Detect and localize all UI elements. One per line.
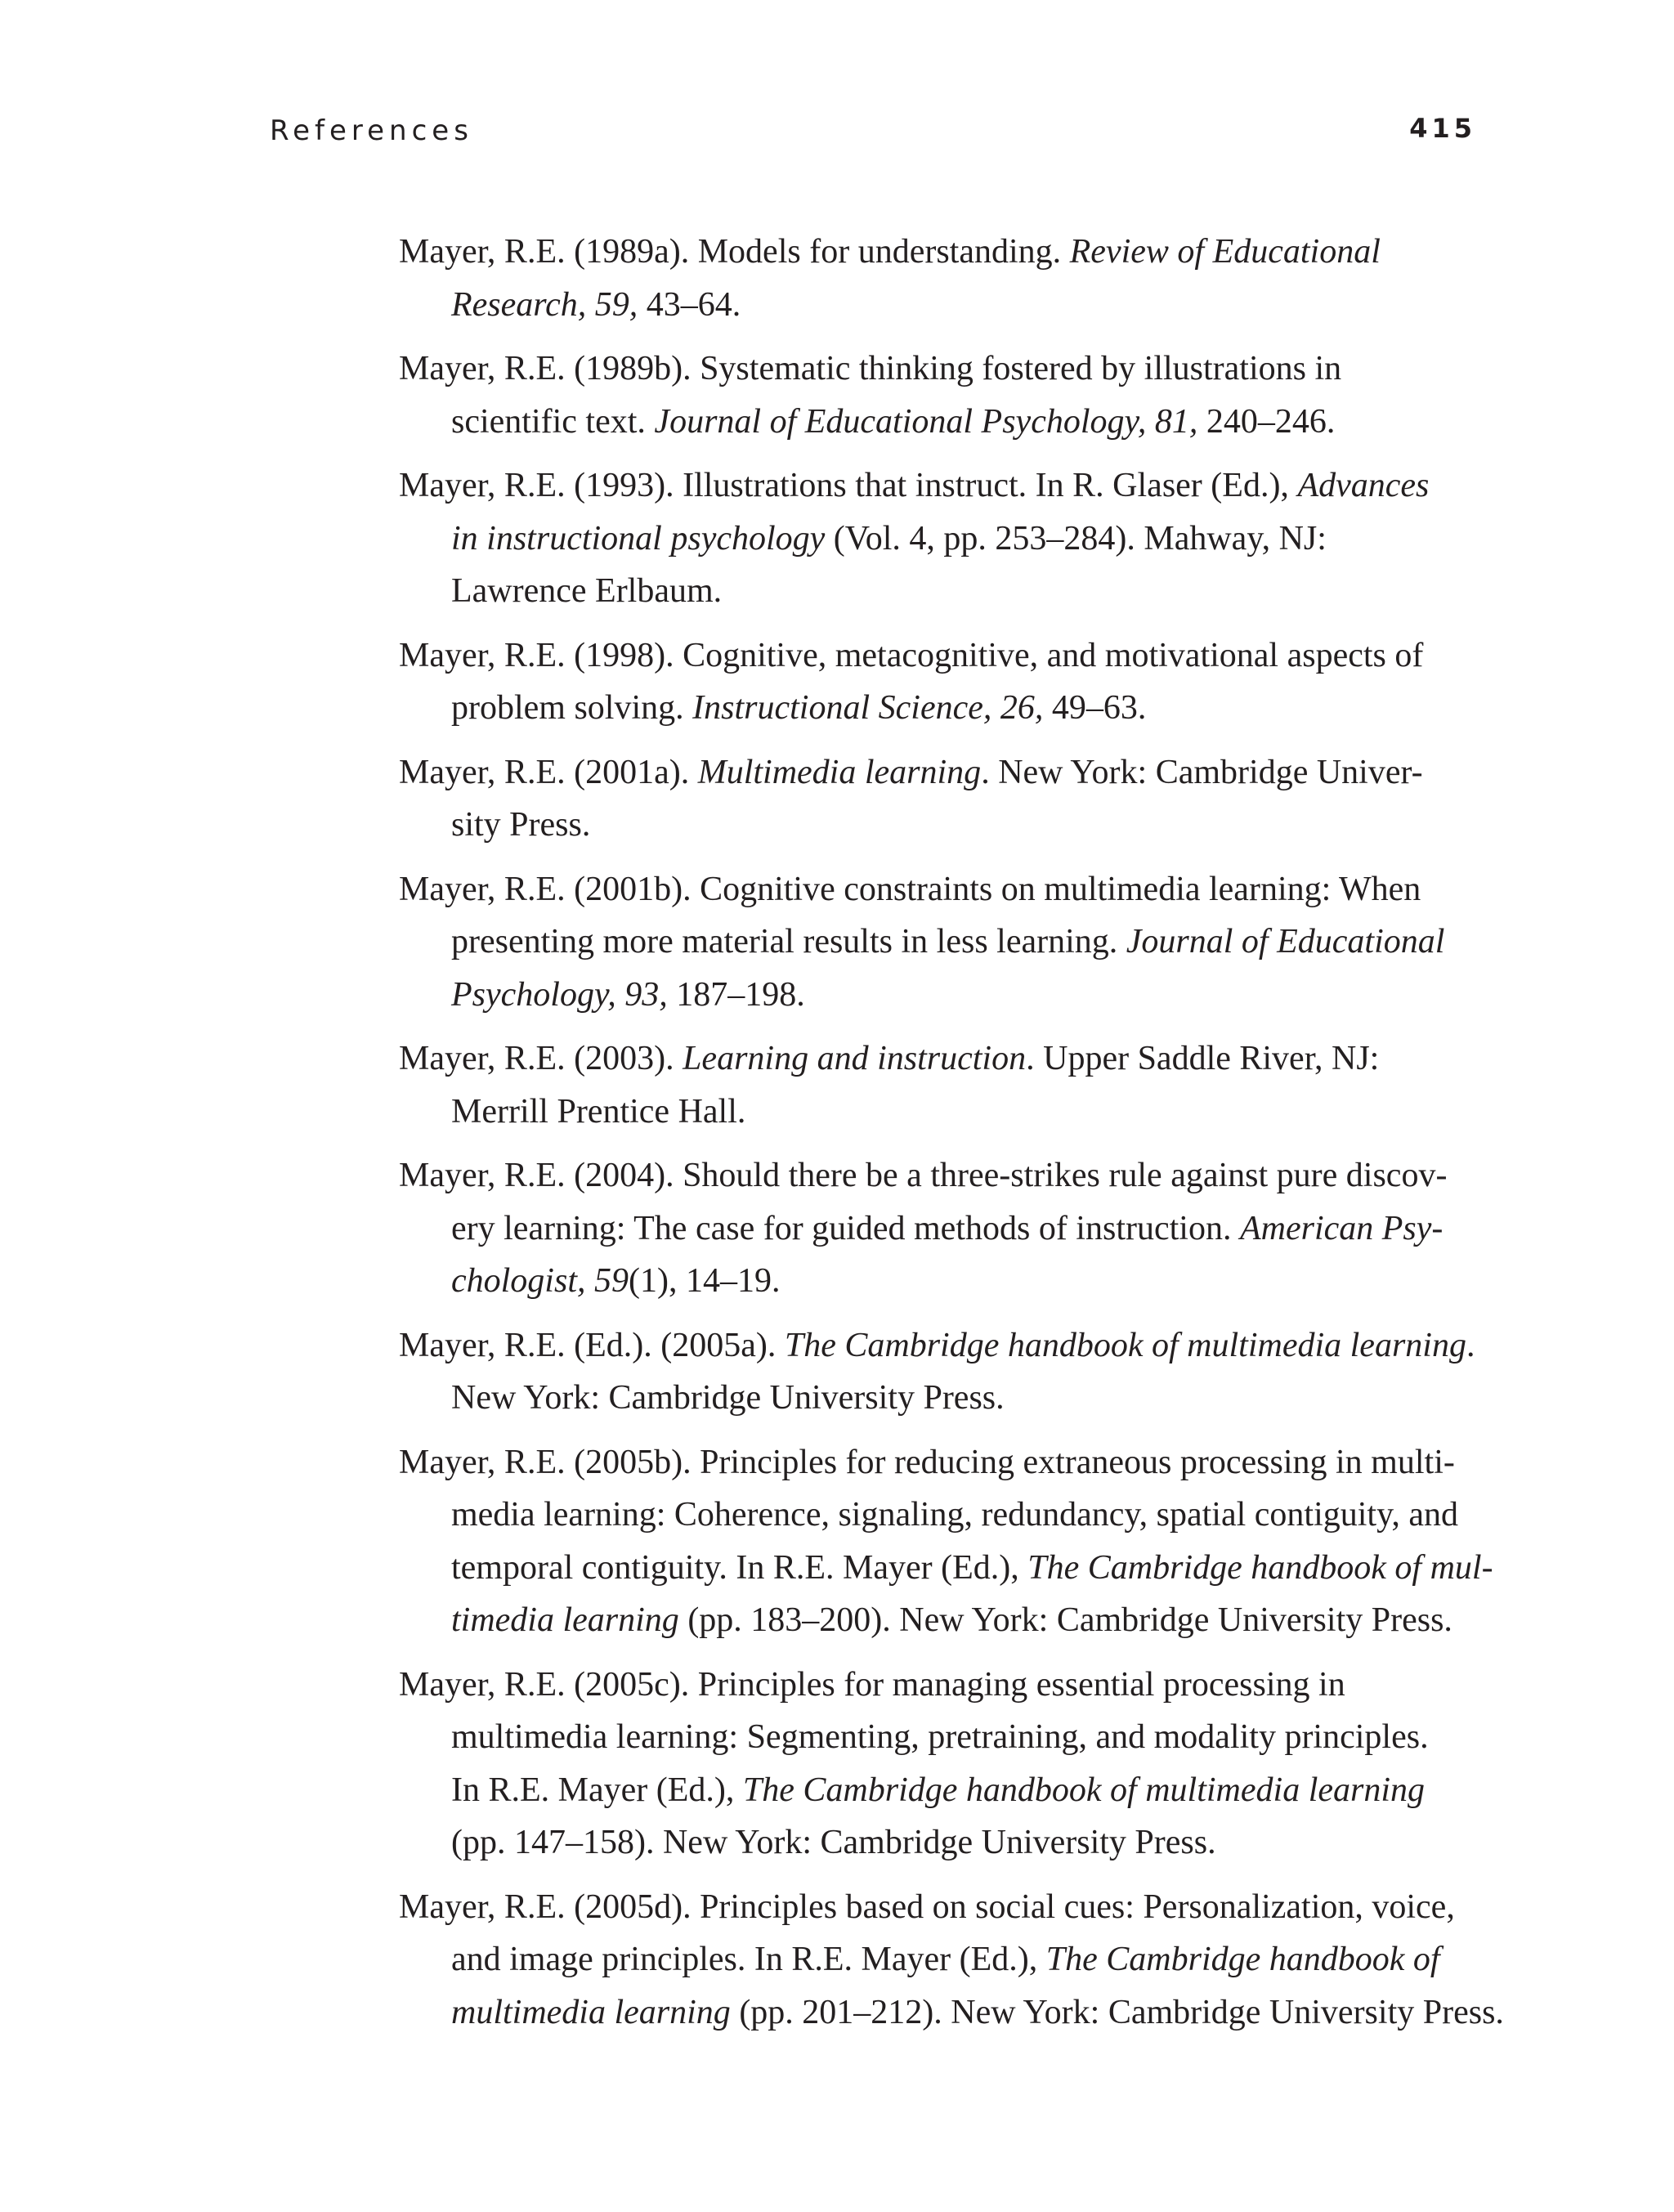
reference-text: temporal contiguity. In R.E. Mayer (Ed.), <box>451 1548 1028 1587</box>
reference-line <box>451 682 1486 735</box>
reference-text: 240–246. <box>1197 402 1336 441</box>
reference-italic-text: Psychology, 93, <box>451 975 668 1014</box>
reference-italic-text: multimedia learning <box>451 1993 731 2031</box>
reference-text: Mayer, R.E. (2004). Should there be a three-strikes rule against pure discov- <box>399 1157 1448 1194</box>
reference-text: media learning: Coherence, signaling, redundancy, spatial contiguity, and <box>451 1496 1459 1534</box>
reference-italic-text: Review of Educational <box>1069 233 1381 271</box>
reference-text: Mayer, R.E. (2003). <box>399 1040 683 1077</box>
reference-line <box>399 746 1486 799</box>
reference-line <box>399 1881 1486 1934</box>
reference-line <box>451 1711 1486 1764</box>
reference-line <box>451 396 1486 449</box>
reference-text: Mayer, R.E. (1993). Illustrations that instruct. In R. Glaser (Ed.), <box>399 467 1298 504</box>
reference-line <box>399 629 1486 683</box>
reference-line <box>451 513 1486 566</box>
reference-text: Mayer, R.E. (2001b). Cognitive constraints on multimedia learning: When <box>399 870 1421 908</box>
reference-italic-text: The Cambridge handbook of <box>1045 1941 1440 1978</box>
reference-entry <box>399 1881 1504 2040</box>
reference-line <box>399 1032 1486 1086</box>
reference-text: scientific text. <box>451 402 655 441</box>
reference-italic-text: Multimedia learning <box>697 753 982 791</box>
reference-text: . <box>1466 1326 1475 1364</box>
reference-text: Lawrence Erlbaum. <box>451 572 723 610</box>
reference-italic-text: Journal of Educational Psychology, 81, <box>654 402 1198 441</box>
reference-line <box>451 1816 1486 1869</box>
reference-line <box>399 863 1486 916</box>
reference-line <box>451 1202 1486 1256</box>
reference-entry <box>399 629 1486 735</box>
reference-text: and image principles. In R.E. Mayer (Ed.), <box>451 1941 1046 1978</box>
reference-line <box>451 1594 1486 1647</box>
reference-italic-text: The Cambridge handbook of multimedia learning <box>742 1771 1426 1809</box>
reference-line <box>451 1372 1486 1425</box>
reference-text: (1), 14–19. <box>629 1262 781 1300</box>
reference-entry <box>399 459 1486 618</box>
page-number: 415 <box>1409 113 1476 144</box>
reference-text: problem solving. <box>451 689 693 727</box>
reference-text: 43–64. <box>638 285 741 324</box>
reference-line <box>399 459 1486 513</box>
reference-line <box>399 343 1486 396</box>
reference-line <box>399 1319 1486 1372</box>
reference-line <box>451 565 1486 618</box>
reference-text: In R.E. Mayer (Ed.), <box>451 1771 743 1809</box>
reference-text: Mayer, R.E. (Ed.). (2005a). <box>399 1326 785 1364</box>
reference-text: Merrill Prentice Hall. <box>451 1092 746 1131</box>
reference-text: 187–198. <box>667 975 805 1014</box>
reference-line <box>451 1489 1486 1542</box>
reference-line <box>451 1764 1486 1817</box>
reference-line <box>399 1659 1486 1712</box>
reference-line <box>451 1255 1486 1308</box>
reference-text: Mayer, R.E. (2001a). <box>399 753 698 791</box>
reference-line <box>451 969 1486 1022</box>
reference-entry <box>399 1319 1486 1425</box>
reference-text: Mayer, R.E. (2005d). Principles based on social cues: Personalization, voice, <box>399 1887 1455 1926</box>
reference-text: (pp. 183–200). New York: Cambridge University Press. <box>678 1601 1452 1639</box>
reference-text: . Upper Saddle River, NJ: <box>1026 1040 1380 1077</box>
reference-italic-text: Research, 59, <box>451 285 638 324</box>
reference-text: Mayer, R.E. (1989b). Systematic thinking fostered by illustrations in <box>399 350 1342 387</box>
reference-italic-text: Instructional Science, 26, <box>692 689 1044 727</box>
reference-text: (pp. 147–158). New York: Cambridge University Press. <box>451 1824 1216 1861</box>
reference-entry <box>399 1032 1486 1138</box>
reference-text: (pp. 201–212). New York: Cambridge University Press. <box>730 1993 1504 2031</box>
reference-line <box>399 226 1486 279</box>
reference-italic-text: Advances <box>1297 467 1430 504</box>
reference-entry <box>399 863 1486 1022</box>
reference-entry <box>399 1149 1486 1308</box>
reference-italic-text: American Psy- <box>1239 1209 1443 1247</box>
reference-line <box>451 1986 1504 2040</box>
reference-text: Mayer, R.E. (2005b). Principles for reducing extraneous processing in multi- <box>399 1443 1455 1481</box>
reference-text: sity Press. <box>451 806 591 844</box>
reference-line <box>451 916 1486 969</box>
running-head: References <box>270 114 473 147</box>
reference-list <box>399 226 1504 2050</box>
reference-entry <box>399 1436 1493 1647</box>
reference-text: presenting more material results in less learning. <box>451 923 1126 960</box>
reference-entry <box>399 343 1486 448</box>
reference-text: 49–63. <box>1043 689 1147 727</box>
reference-text: ery learning: The case for guided methods of instruction. <box>451 1209 1240 1247</box>
reference-text: (Vol. 4, pp. 253–284). Mahway, NJ: <box>825 519 1327 557</box>
reference-text: multimedia learning: Segmenting, pretraining, and modality principles. <box>451 1718 1429 1756</box>
reference-italic-text: Journal of Educational <box>1126 923 1445 960</box>
reference-line <box>451 279 1486 332</box>
reference-italic-text: The Cambridge handbook of mul- <box>1027 1548 1493 1587</box>
reference-entry <box>399 1659 1486 1869</box>
reference-italic-text: in instructional psychology <box>451 519 826 557</box>
reference-italic-text: timedia learning <box>451 1601 679 1639</box>
reference-line <box>451 1933 1486 1986</box>
reference-text: New York: Cambridge University Press. <box>451 1379 1005 1417</box>
reference-entry <box>399 746 1486 852</box>
reference-italic-text: chologist, 59 <box>451 1262 629 1300</box>
reference-text: Mayer, R.E. (2005c). Principles for managing essential processing in <box>399 1665 1345 1704</box>
reference-entry <box>399 226 1486 331</box>
reference-line <box>451 1542 1493 1595</box>
reference-line <box>399 1436 1486 1489</box>
reference-italic-text: The Cambridge handbook of multimedia learning <box>784 1326 1466 1364</box>
reference-italic-text: Learning and instruction <box>683 1040 1027 1077</box>
reference-line <box>399 1149 1486 1202</box>
reference-text: . New York: Cambridge Univer- <box>981 753 1423 791</box>
reference-line <box>451 799 1486 852</box>
reference-line <box>451 1086 1486 1139</box>
reference-text: Mayer, R.E. (1998). Cognitive, metacognitive, and motivational aspects of <box>399 636 1424 674</box>
reference-text: Mayer, R.E. (1989a). Models for understanding. <box>399 233 1070 271</box>
